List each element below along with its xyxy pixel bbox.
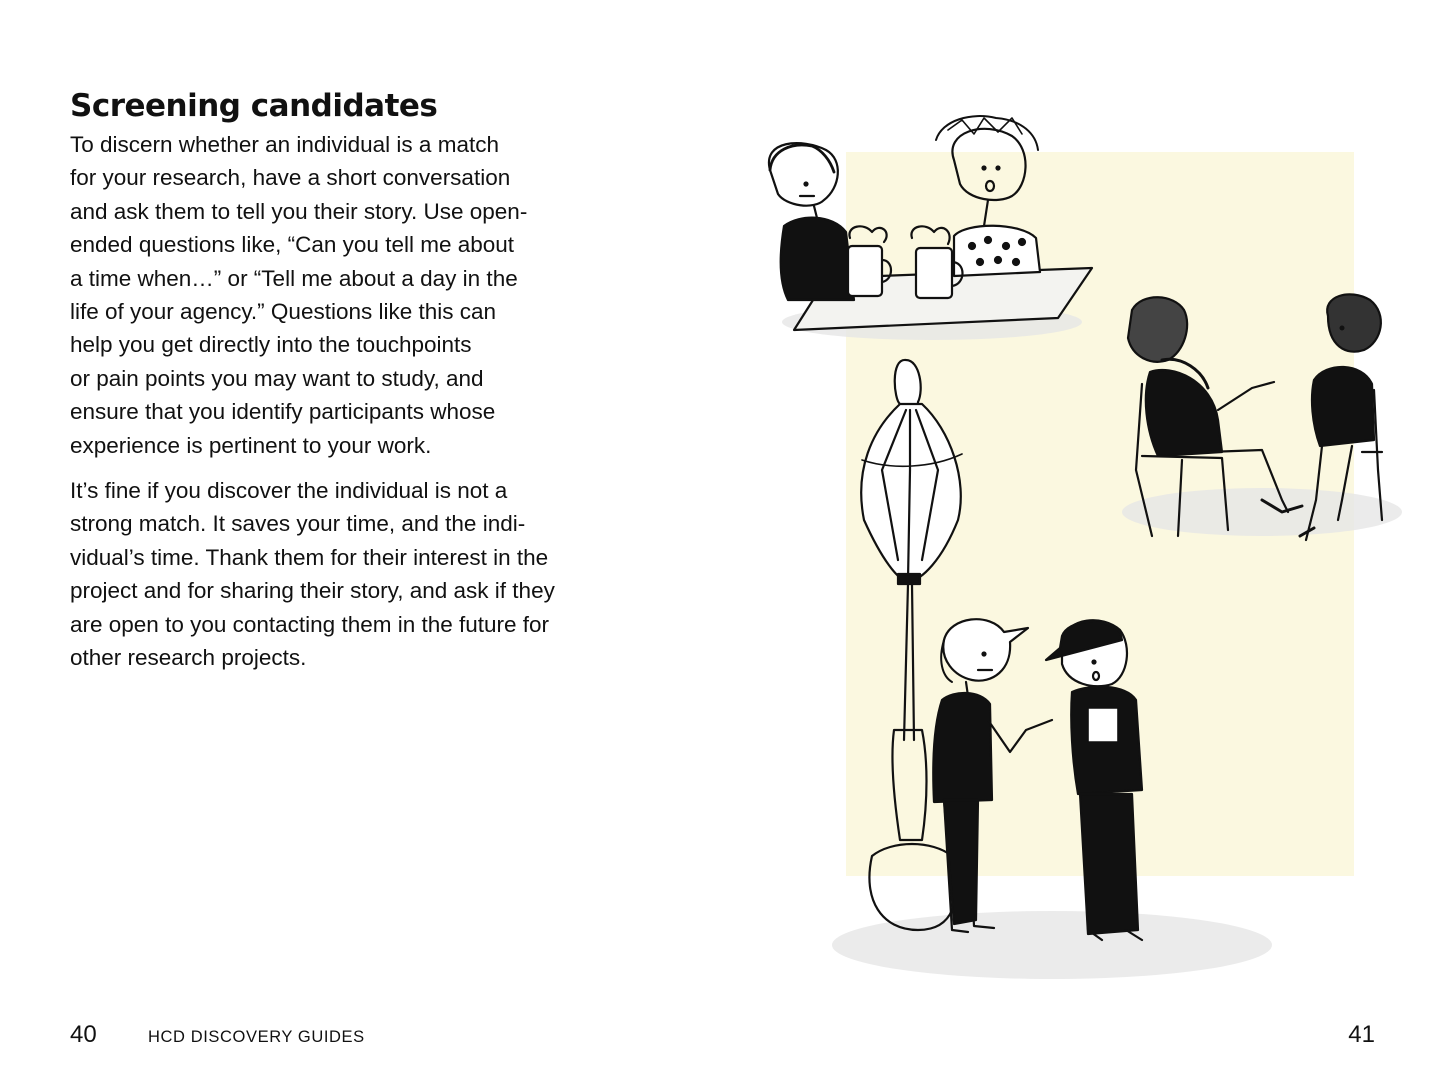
- text-line: experience is pertinent to your work.: [70, 432, 432, 458]
- text-line: life of your agency.” Questions like this can: [70, 299, 497, 325]
- page-number-right: 41: [1348, 1021, 1375, 1048]
- text-line: for your research, have a short conversation: [70, 165, 511, 191]
- sketch-illustration: [722, 0, 1445, 1075]
- text-line: vidual’s time. Thank them for their interest in the: [70, 544, 549, 570]
- standing-conversation: [933, 619, 1142, 940]
- text-line: To discern whether an individual is a match: [70, 132, 499, 157]
- text-line: strong match. It saves your time, and the indi-: [70, 511, 526, 537]
- text-line: ensure that you identify participants whose: [70, 399, 496, 425]
- text-line: are open to you contacting them in the future for: [70, 611, 550, 637]
- running-head: HCD DISCOVERY GUIDES: [148, 1028, 365, 1046]
- paragraph-2: [70, 474, 630, 674]
- text-line: and ask them to tell you their story. Use open-: [70, 198, 528, 224]
- text-line: other research projects.: [70, 645, 307, 671]
- section-heading: Screening candidates: [70, 88, 438, 124]
- body-text: [70, 128, 630, 687]
- paragraph-1: [70, 128, 630, 462]
- text-line: help you get directly into the touchpoints: [70, 332, 472, 358]
- left-page: [0, 0, 722, 1075]
- text-line: project and for sharing their story, and ask if they: [70, 578, 555, 604]
- page-number-left: 40: [70, 1021, 97, 1048]
- text-line: or pain points you may want to study, and: [70, 365, 484, 391]
- text-line: ended questions like, “Can you tell me about: [70, 232, 515, 258]
- text-line: It’s fine if you discover the individual is not a: [70, 478, 508, 504]
- right-page: [722, 0, 1445, 1075]
- cafe-table-scene: [769, 116, 1092, 330]
- text-line: a time when…” or “Tell me about a day in the: [70, 265, 518, 291]
